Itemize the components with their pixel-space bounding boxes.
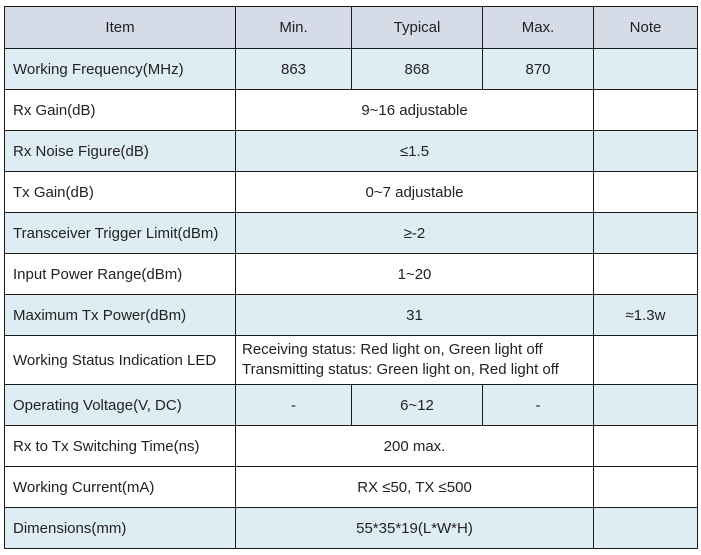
table-row: [5, 90, 698, 131]
value-cell: [236, 336, 594, 385]
value-cell: ≥-2: [236, 213, 594, 254]
row-label: Operating Voltage(V, DC): [5, 385, 236, 426]
note-cell: [594, 385, 698, 426]
table-row: [5, 508, 698, 549]
table-row: [5, 467, 698, 508]
table-row: [5, 131, 698, 172]
row-label: Dimensions(mm): [5, 508, 236, 549]
table-row: [5, 385, 698, 426]
row-label: Rx Noise Figure(dB): [5, 131, 236, 172]
table-row: [5, 49, 698, 90]
table-row: [5, 336, 698, 385]
table-row: [5, 295, 698, 336]
receiving-status-text: Receiving status: Red light on, Green light off: [242, 341, 543, 358]
value-cell: ≤1.5: [236, 131, 594, 172]
value-cell: RX ≤50, TX ≤500: [236, 467, 594, 508]
note-cell: ≈1.3w: [594, 295, 698, 336]
row-label: Tx Gain(dB): [5, 172, 236, 213]
table-row: [5, 172, 698, 213]
header-row: [5, 7, 698, 49]
table-row: [5, 213, 698, 254]
note-cell: [594, 90, 698, 131]
header-typical: Typical: [352, 7, 483, 49]
header-max: Max.: [483, 7, 594, 49]
note-cell: [594, 131, 698, 172]
header-min: Min.: [236, 7, 352, 49]
max-cell: -: [483, 385, 594, 426]
specification-table: [4, 6, 698, 549]
value-cell: 0~7 adjustable: [236, 172, 594, 213]
table-row: [5, 426, 698, 467]
row-label: Working Frequency(MHz): [5, 49, 236, 90]
note-cell: [594, 426, 698, 467]
note-cell: [594, 49, 698, 90]
row-label: Maximum Tx Power(dBm): [5, 295, 236, 336]
max-cell: 870: [483, 49, 594, 90]
value-cell: 55*35*19(L*W*H): [236, 508, 594, 549]
transmitting-status-text: Transmitting status: Green light on, Red light off: [242, 361, 559, 378]
row-label: Input Power Range(dBm): [5, 254, 236, 295]
value-cell: 200 max.: [236, 426, 594, 467]
note-cell: [594, 254, 698, 295]
row-label: Rx Gain(dB): [5, 90, 236, 131]
row-label: Transceiver Trigger Limit(dBm): [5, 213, 236, 254]
value-cell: 9~16 adjustable: [236, 90, 594, 131]
typical-cell: 868: [352, 49, 483, 90]
note-cell: [594, 508, 698, 549]
min-cell: -: [236, 385, 352, 426]
typical-cell: 6~12: [352, 385, 483, 426]
value-cell: 31: [236, 295, 594, 336]
note-cell: [594, 467, 698, 508]
table-row: [5, 254, 698, 295]
header-note: Note: [594, 7, 698, 49]
row-label: Working Status Indication LED: [5, 336, 236, 385]
min-cell: 863: [236, 49, 352, 90]
row-label: Rx to Tx Switching Time(ns): [5, 426, 236, 467]
note-cell: [594, 172, 698, 213]
header-item: Item: [5, 7, 236, 49]
note-cell: [594, 336, 698, 385]
value-cell: 1~20: [236, 254, 594, 295]
note-cell: [594, 213, 698, 254]
row-label: Working Current(mA): [5, 467, 236, 508]
